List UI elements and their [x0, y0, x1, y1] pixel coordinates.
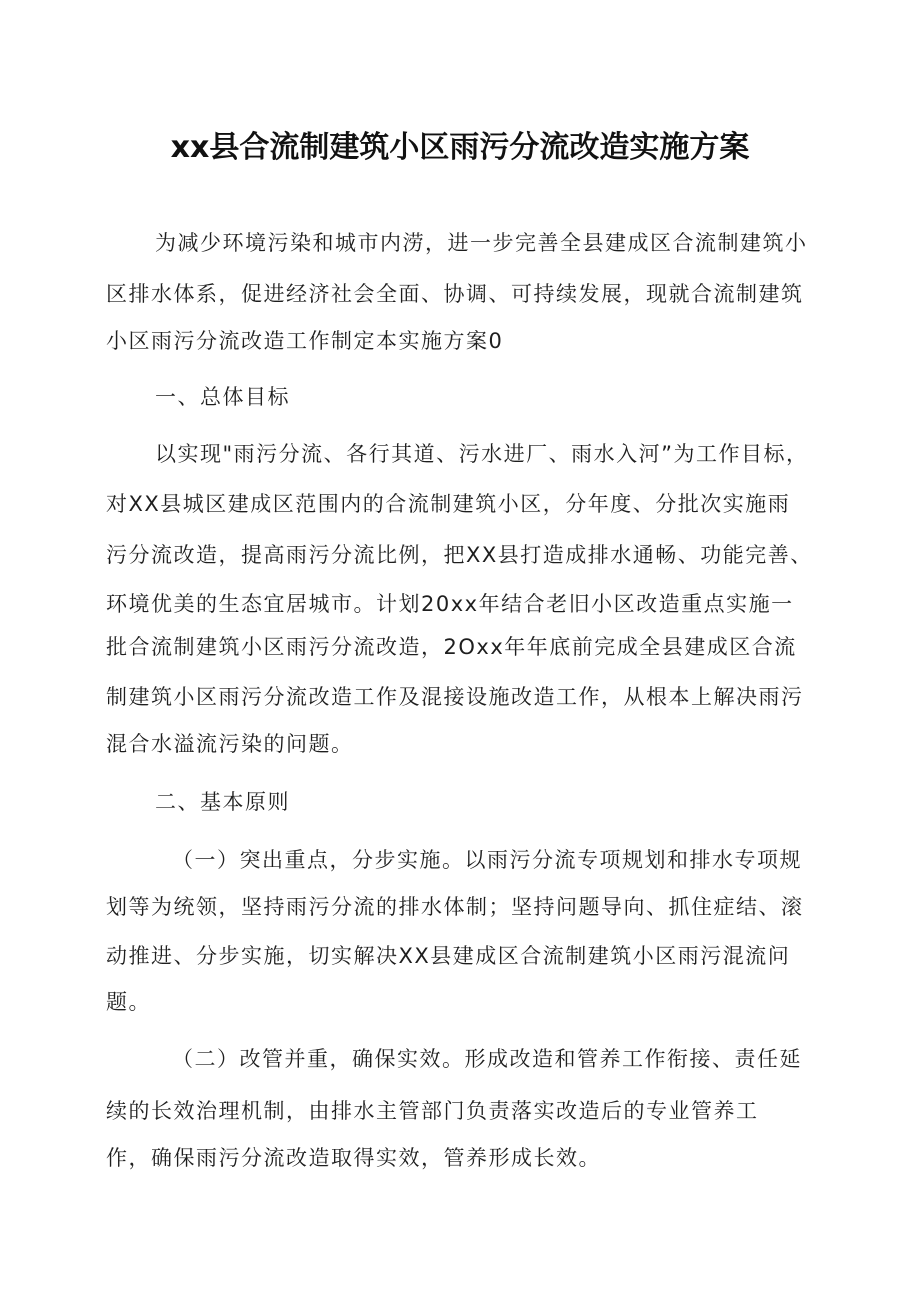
section2-item2-line-1: （二）改管并重，确保实效。形成改造和管养工作衔接、责任延 — [172, 1047, 802, 1071]
section2-item1-line-3: 动推进、分步实施，切实解决XX县建成区合流制建筑小区雨污混流问 — [106, 944, 791, 968]
section1-line-3: 污分流改造，提高雨污分流比例，把XX县打造成排水通畅、功能完善、 — [106, 543, 813, 567]
section2-heading: 二、基本原则 — [155, 790, 290, 814]
section2-item2-line-3: 作，确保雨污分流改造取得实效，管养形成长效。 — [106, 1146, 601, 1170]
section1-line-5: 批合流制建筑小区雨污分流改造，2Oxx年年底前完成全县建成区合流 — [106, 635, 797, 659]
intro-line-2: 区排水体系，促进经济社会全面、协调、可持续发展，现就合流制建筑 — [106, 282, 804, 306]
section2-item2-line-2: 续的长效治理机制，由排水主管部门负责落实改造后的专业管养工 — [106, 1099, 759, 1123]
section2-item1-line-4: 题。 — [106, 990, 151, 1014]
intro-line-1: 为减少环境污染和城市内涝，进一步完善全县建成区合流制建筑小 — [155, 231, 808, 255]
section2-item1-line-2: 划等为统领，坚持雨污分流的排水体制；坚持问题导向、抓住症结、滚 — [106, 895, 804, 919]
section1-line-2: 对XX县城区建成区范围内的合流制建筑小区，分年度、分批次实施雨 — [106, 492, 791, 516]
section1-heading: 一、总体目标 — [155, 385, 290, 409]
section1-line-1: 以实现"雨污分流、各行其道、污水进厂、雨水入河”为工作目标， — [155, 442, 809, 466]
section2-item1-line-1: （一）突出重点，分步实施。以雨污分流专项规划和排水专项规 — [172, 848, 802, 872]
section1-line-7: 混合水溢流污染的问题。 — [106, 732, 354, 756]
section1-line-6: 制建筑小区雨污分流改造工作及混接设施改造工作，从根本上解决雨污 — [106, 685, 804, 709]
document-title: xx县合流制建筑小区雨污分流改造实施方案 — [170, 130, 750, 165]
intro-line-3: 小区雨污分流改造工作制定本实施方案0 — [106, 329, 504, 353]
section1-line-4: 环境优美的生态宜居城市。计划20xx年结合老旧小区改造重点实施一 — [106, 592, 794, 616]
